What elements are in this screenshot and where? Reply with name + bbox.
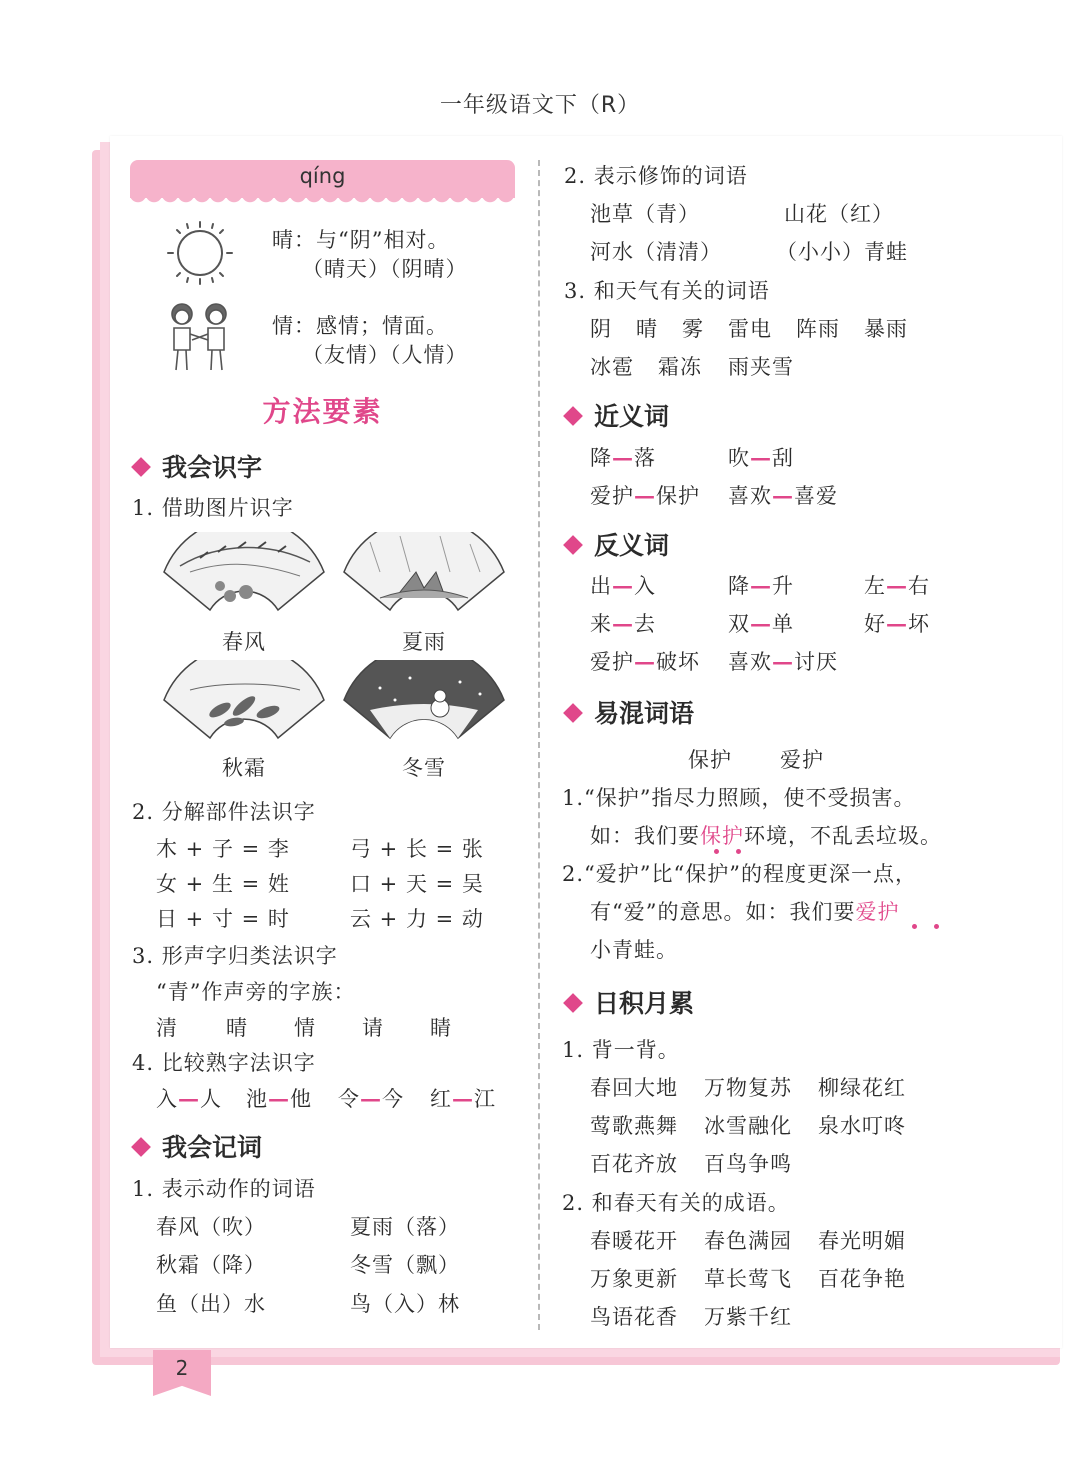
idiom: 鸟语花香 [590,1305,678,1329]
confusing-example-2: 有“爱”的意思。如：我们要爱护 [590,900,900,924]
compare-pair: 入—人 [156,1086,222,1111]
antonym-pair: 双—单 [728,611,794,636]
qing-sun-definition: 晴：与“阴”相对。 [272,228,450,252]
weather-word: 霜冻 [658,355,702,379]
recite-phrase: 万物复苏 [704,1076,792,1100]
qing-sun-examples: （晴天）（阴晴） [302,257,468,281]
section-synonyms [566,397,669,433]
idiom: 万象更新 [590,1267,678,1291]
diamond-bullet-icon [563,406,583,426]
fan-caption-winter: 冬雪 [402,756,446,780]
family-char: 晴 [226,1016,248,1040]
synonym-pair: 吹—刮 [728,445,794,470]
emphasis-dot [714,849,719,854]
confusing-explanation-1: 1.“保护”指尽力照顾，使不受损害。 [562,786,916,810]
idiom: 春暖花开 [590,1229,678,1253]
antonym-pair: 出—入 [590,573,656,598]
highlight-word: 保护 [700,824,744,848]
diamond-bullet-icon [131,1137,151,1157]
decompose-wu: 口 + 天 = 吴 [350,872,484,896]
recite-phrase: 泉水叮咚 [818,1114,906,1138]
recite-phrase: 冰雪融化 [704,1114,792,1138]
action-word: 鸟（入）林 [350,1292,460,1316]
compare-pair: 令—今 [338,1086,404,1111]
qing-family-intro: “青”作声旁的字族： [156,980,356,1004]
item-compare: 4. 比较熟字法识字 [132,1051,316,1075]
pinyin-label: qíng [299,164,346,188]
weather-word: 雨夹雪 [728,355,794,379]
weather-word: 阵雨 [796,317,840,341]
weather-word: 冰雹 [590,355,634,379]
action-word: 春风（吹） [156,1215,266,1239]
item-phonetic: 3. 形声字归类法识字 [132,944,338,968]
antonym-pair: 来—去 [590,611,656,636]
action-word: 鱼（出）水 [156,1292,266,1316]
section-accumulate [566,984,694,1020]
antonym-pair: 爱护—破坏 [590,649,700,674]
idiom: 草长莺飞 [704,1267,792,1291]
diamond-bullet-icon [563,993,583,1013]
diamond-bullet-icon [131,457,151,477]
spring-wind-fan-image [160,532,328,614]
modify-word: （小小）青蛙 [776,240,908,264]
confusing-example-1: 如：我们要保护环境，不乱丢垃圾。 [590,824,942,848]
item-action-words: 1. 表示动作的词语 [132,1177,316,1201]
compare-pair: 红—江 [430,1086,496,1111]
modify-word: 池草（青） [590,202,700,226]
emphasis-dot [934,924,939,929]
action-word: 冬雪（飘） [350,1253,460,1277]
recite-phrase: 春回大地 [590,1076,678,1100]
item-spring-idioms: 2. 和春天有关的成语。 [562,1191,790,1215]
synonym-pair: 降—落 [590,445,656,470]
confusing-word: 爱护 [780,748,824,772]
item-weather-words: 3. 和天气有关的词语 [564,279,770,303]
emphasis-dot [912,924,917,929]
confusing-word: 保护 [688,748,732,772]
highlight-word: 爱护 [855,900,900,924]
synonym-pair: 爱护—保护 [590,483,700,508]
section-recognize-chars [134,448,262,484]
idiom: 万紫千红 [704,1305,792,1329]
synonym-pair: 喜欢—喜爱 [728,483,838,508]
qing-heart-examples: （友情）（人情） [302,343,468,367]
method-title: 方法要素 [262,395,383,428]
section-title: 我会识字 [162,453,263,482]
section-confusing-words [566,694,694,730]
recite-phrase: 柳绿花红 [818,1076,906,1100]
section-title: 日积月累 [594,989,695,1018]
weather-word: 雷电 [728,317,772,341]
decompose-li: 木 + 子 = 李 [156,837,290,861]
item-decompose: 2. 分解部件法识字 [132,800,316,824]
recite-phrase: 莺歌燕舞 [590,1114,678,1138]
compare-pair: 池—他 [246,1086,312,1111]
section-title: 我会记词 [162,1133,263,1162]
emphasis-dot [736,849,741,854]
column-divider [538,160,540,1330]
weather-word: 雾 [682,317,704,341]
qing-heart-definition: 情：感情；情面。 [272,314,448,338]
recite-phrase: 百花齐放 [590,1152,678,1176]
friends-handshake-icon [160,300,240,372]
page-number: 2 [175,1356,189,1380]
antonym-pair: 左—右 [864,573,930,598]
section-title: 近义词 [594,402,670,431]
antonym-pair: 好—坏 [864,611,930,636]
diamond-bullet-icon [563,703,583,723]
family-char: 睛 [430,1016,452,1040]
fan-caption-summer: 夏雨 [402,630,446,654]
item-recite: 1. 背一背。 [562,1038,680,1062]
fan-caption-autumn: 秋霜 [222,756,266,780]
antonym-pair: 降—升 [728,573,794,598]
decompose-zhang: 弓 + 长 = 张 [350,837,484,861]
item-modify-words: 2. 表示修饰的词语 [564,164,748,188]
idiom: 春光明媚 [818,1229,906,1253]
recite-phrase: 百鸟争鸣 [704,1152,792,1176]
section-title: 易混词语 [594,699,695,728]
section-antonyms [566,526,669,562]
summer-rain-fan-image [340,532,508,614]
family-char: 情 [294,1016,316,1040]
weather-word: 暴雨 [864,317,908,341]
fan-caption-spring: 春风 [222,630,266,654]
weather-word: 阴 [590,317,612,341]
section-title: 反义词 [594,531,670,560]
winter-snow-fan-image [340,660,508,742]
book-header: 一年级语文下（R） [439,93,641,118]
family-char: 请 [362,1016,384,1040]
action-word: 夏雨（落） [350,1215,460,1239]
modify-word: 河水（清清） [590,240,722,264]
page-sheet [110,136,1062,1348]
family-char: 清 [156,1016,178,1040]
decompose-xing: 女 + 生 = 姓 [156,872,290,896]
diamond-bullet-icon [563,535,583,555]
decompose-dong: 云 + 力 = 动 [350,907,484,931]
modify-word: 山花（红） [784,202,894,226]
decompose-shi: 日 + 寸 = 时 [156,907,290,931]
idiom: 百花争艳 [818,1267,906,1291]
confusing-explanation-2: 2.“爱护”比“保护”的程度更深一点， [562,862,917,886]
action-word: 秋霜（降） [156,1253,266,1277]
item-picture-recognition: 1. 借助图片识字 [132,496,294,520]
autumn-frost-fan-image [160,660,328,742]
confusing-example-2-end: 小青蛙。 [590,938,678,962]
section-remember-words [134,1128,262,1164]
sun-icon [162,218,238,288]
weather-word: 晴 [636,317,658,341]
idiom: 春色满园 [704,1229,792,1253]
antonym-pair: 喜欢—讨厌 [728,649,838,674]
